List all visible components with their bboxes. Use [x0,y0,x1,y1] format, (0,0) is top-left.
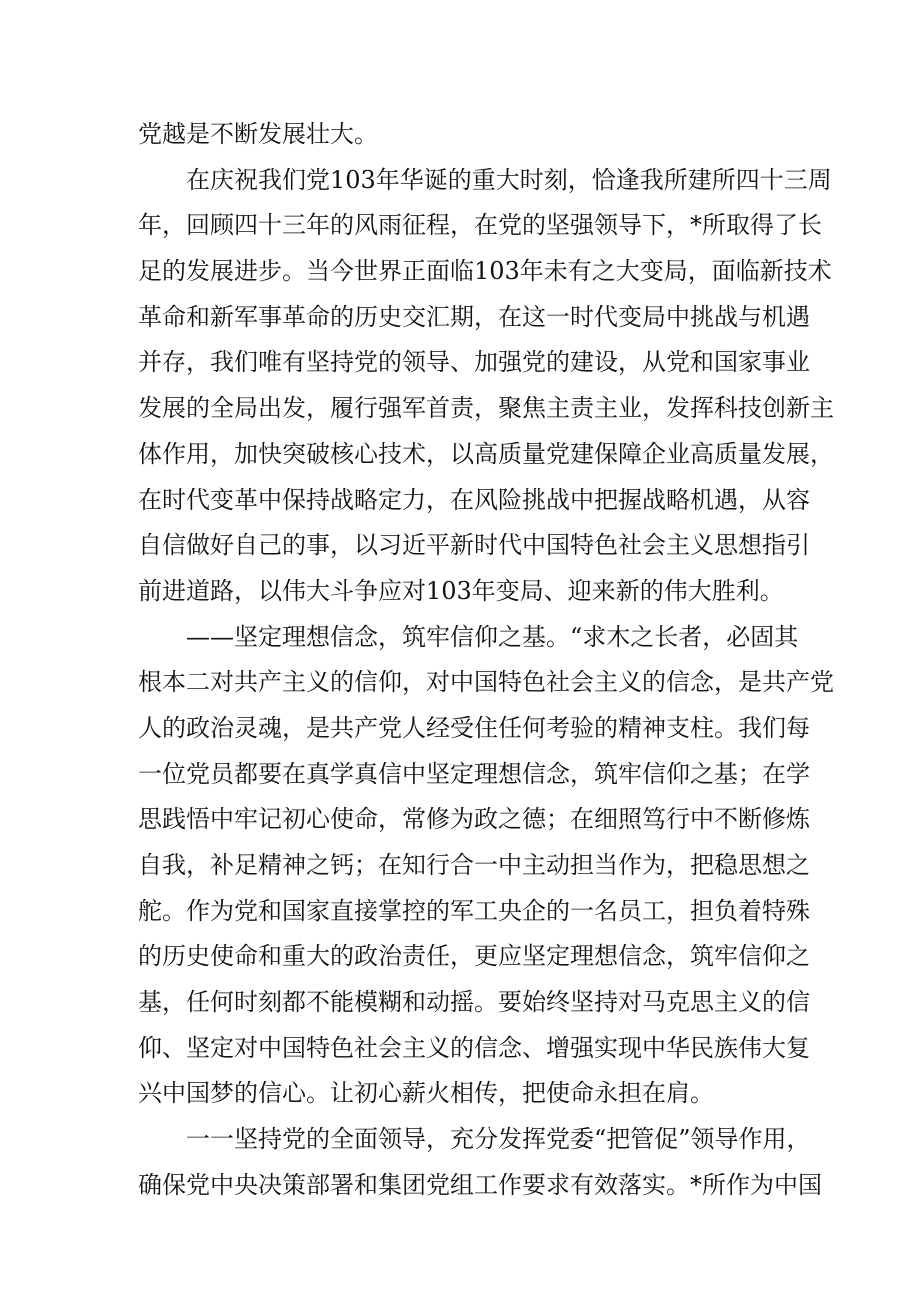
paragraph-start-line: 一一坚持党的全面领导，充分发挥党委“把管促”领导作用， [186,1125,811,1154]
text-line: 舵。作为党和国家直接掌控的军工央企的一名员工，担负着特殊 [138,896,810,925]
text-line: 思践悟中牢记初心使命，常修为政之德；在细照笃行中不断修炼 [138,805,810,834]
paragraph-start-line: 在庆祝我们党103年华诞的重大时刻，恰逢我所建所四十三周 [186,165,832,194]
text-line: 在时代变革中保持战略定力，在风险挑战中把握战略机遇，从容 [138,485,810,514]
text-line: 革命和新军事革命的历史交汇期，在这一时代变局中挑战与机遇 [138,302,810,331]
paragraph-end-line: 兴中国梦的信心。让初心薪火相传，把使命永担在肩。 [138,1079,714,1108]
text-line: 根本二对共产主义的信仰，对中国特色社会主义的信念，是共产党 [138,668,834,697]
paragraph-start-line: ——坚定理想信念，筑牢信仰之基。“求木之长者，必固其 [186,622,799,651]
text-line: 并存，我们唯有坚持党的领导、加强党的建设，从党和国家事业 [138,348,810,377]
text-line: 发展的全局出发，履行强军首责，聚焦主责主业，发挥科技创新主 [138,394,834,423]
text-line: 确保党中央决策部署和集团党组工作要求有效落实。*所作为中国 [138,1170,822,1199]
text-line: 自信做好自己的事，以习近平新时代中国特色社会主义思想指引 [138,531,810,560]
text-line: 仰、坚定对中国特色社会主义的信念、增强实现中华民族伟大复 [138,1033,810,1062]
paragraph-end-line: 前进道路，以伟大斗争应对103年变局、迎来新的伟大胜利。 [138,576,784,605]
text-line: 一位党员都要在真学真信中坚定理想信念，筑牢信仰之基；在学 [138,759,810,788]
text-line: 党越是不断发展壮大。 [138,120,378,148]
text-line: 的历史使命和重大的政治责任，更应坚定理想信念，筑牢信仰之 [138,942,810,971]
text-line: 足的发展进步。当今世界正面临103年未有之大变局，面临新技术 [138,257,832,286]
text-line: 基，任何时刻都不能模糊和动摇。要始终坚持对马克思主义的信 [138,988,810,1017]
text-line: 自我，补足精神之钙；在知行合一中主动担当作为，把稳思想之 [138,851,810,879]
text-line: 体作用，加快突破核心技术，以高质量党建保障企业高质量发展， [138,439,834,468]
text-line: 年，回顾四十三年的风雨征程，在党的坚强领导下，*所取得了长 [138,211,822,240]
body-text [138,112,834,1209]
text-line: 人的政治灵魂，是共产党人经受住任何考验的精神支柱。我们每 [138,713,810,742]
